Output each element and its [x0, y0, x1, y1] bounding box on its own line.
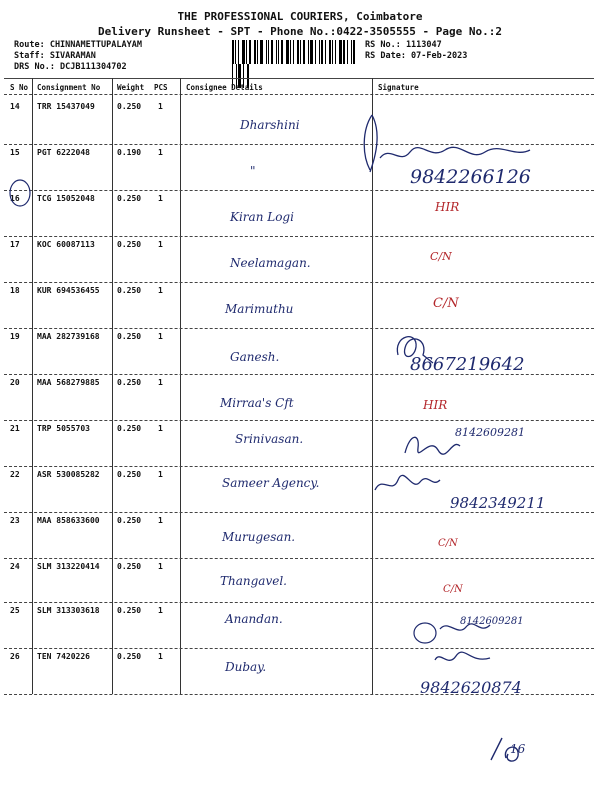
rs-date: RS Date: 07-Feb-2023 [365, 51, 468, 61]
row-divider [4, 420, 594, 421]
barcode-bar [351, 40, 352, 64]
barcode-bar [332, 40, 333, 64]
rs-number: RS No.: 1113047 [365, 40, 442, 50]
row-weight: 0.250 [117, 652, 142, 661]
barcode-bar [339, 40, 342, 64]
row-consignee-handwritten: Srinivasan. [235, 432, 304, 446]
row-weight: 0.250 [117, 102, 142, 111]
barcode-bar [254, 40, 256, 64]
barcode-bar [257, 40, 258, 64]
row-sno: 18 [10, 286, 20, 295]
barcode-bar [308, 40, 309, 64]
barcode-bar [347, 40, 348, 64]
row-pcs: 1 [158, 652, 163, 661]
row-weight: 0.190 [117, 148, 142, 157]
row-sno: 22 [10, 470, 20, 479]
barcode-bar [343, 40, 345, 64]
barcode-bar [238, 40, 239, 64]
row-consignee-handwritten: Dharshini [240, 118, 300, 132]
barcode-bar [335, 40, 336, 64]
row-consignee-handwritten: Ganesh. [230, 350, 280, 364]
row-weight: 0.250 [117, 240, 142, 249]
row-signature-handwritten: C/N [438, 538, 458, 549]
signature-scribble [375, 140, 535, 170]
signature-scribble [400, 428, 470, 463]
barcode-bar [268, 40, 269, 64]
row-divider [4, 512, 594, 513]
route-label: Route: CHINNAMETTUPALAYAM [14, 40, 142, 50]
column-header-consignee: Consignee Details [186, 83, 263, 92]
row-pcs: 1 [158, 470, 163, 479]
row-sno: 19 [10, 332, 20, 341]
row-consignment-no: MAA 568279885 [37, 378, 100, 387]
row-consignee-handwritten: Dubay. [225, 660, 267, 674]
row-sno: 17 [10, 240, 20, 249]
header-divider [4, 94, 594, 95]
barcode-bar [276, 40, 277, 64]
row-divider [4, 558, 594, 559]
row-divider [4, 374, 594, 375]
row-consignment-no: MAA 282739168 [37, 332, 100, 341]
row-weight: 0.250 [117, 424, 142, 433]
column-header-weight: Weight [117, 83, 145, 92]
row-signature-handwritten: 9842349211 [450, 494, 546, 512]
row-consignment-no: TRP 5055703 [37, 424, 90, 433]
row-consignee-handwritten: Marimuthu [225, 302, 294, 316]
row-pcs: 1 [158, 562, 163, 571]
barcode-bar [325, 40, 326, 64]
row-consignee-handwritten: Murugesan. [222, 530, 296, 544]
row-pcs: 1 [158, 378, 163, 387]
row-divider [4, 190, 594, 191]
row-pcs: 1 [158, 194, 163, 203]
column-header-pcs: PCS [154, 83, 168, 92]
document-title: THE PROFESSIONAL COURIERS, Coimbatore [177, 10, 423, 23]
row-divider [4, 466, 594, 467]
row-pcs: 1 [158, 516, 163, 525]
barcode-bar [260, 40, 263, 64]
row-sno: 23 [10, 516, 20, 525]
row-weight: 0.250 [117, 606, 142, 615]
barcode-bar [246, 40, 247, 64]
barcode-bar [242, 40, 245, 64]
signature-scribble [370, 470, 445, 500]
row-pcs: 1 [158, 606, 163, 615]
row-sno: 25 [10, 606, 20, 615]
barcode-bar [353, 40, 355, 64]
barcode-bar [278, 40, 279, 64]
column-header-signature: Signature [378, 83, 419, 92]
row-consignment-no: KUR 694536455 [37, 286, 100, 295]
row-sno: 24 [10, 562, 20, 571]
row-consignee-handwritten: Thangavel. [220, 574, 287, 588]
signature-scribble [388, 325, 438, 370]
row-pcs: 1 [158, 424, 163, 433]
row-consignee-handwritten: Kiran Logi [230, 210, 294, 224]
column-header-sno: S No [10, 83, 29, 92]
row-consignee-handwritten: Sameer Agency. [222, 476, 320, 490]
row-consignment-no: ASR 530085282 [37, 470, 100, 479]
row-signature-handwritten: 8142609281 [455, 426, 525, 439]
row-signature-handwritten: 8142609281 [460, 616, 524, 627]
row-weight: 0.250 [117, 562, 142, 571]
row-consignee-handwritten: " [250, 164, 256, 178]
barcode-icon [232, 40, 357, 64]
row-signature-handwritten: C/N [433, 296, 459, 311]
row-divider [4, 602, 594, 603]
row-sno: 15 [10, 148, 20, 157]
row-consignee-handwritten: Mirraa's Cft [220, 396, 294, 410]
barcode-bar [329, 40, 331, 64]
row-signature-handwritten: HIR [423, 398, 448, 412]
barcode-bar [235, 40, 236, 64]
row-pcs: 1 [158, 286, 163, 295]
row-divider [4, 282, 594, 283]
row-divider [4, 694, 594, 695]
row-weight: 0.250 [117, 286, 142, 295]
row-weight: 0.250 [117, 516, 142, 525]
row-consignment-no: SLM 313303618 [37, 606, 100, 615]
page-mark-text: 16 [510, 742, 526, 756]
row-signature-handwritten: C/N [430, 250, 452, 263]
highlight-circle [8, 178, 34, 208]
row-weight: 0.250 [117, 332, 142, 341]
barcode-bar [300, 40, 301, 64]
drs-number: DRS No.: DCJB111304702 [14, 62, 127, 72]
row-weight: 0.250 [117, 194, 142, 203]
row-consignment-no: PGT 6222048 [37, 148, 90, 157]
barcode-bar [249, 40, 251, 64]
row-signature-handwritten: 8667219642 [410, 354, 525, 375]
row-consignee-handwritten: Anandan. [225, 612, 283, 626]
row-signature-handwritten: C/N [443, 584, 463, 595]
barcode-bar [290, 40, 291, 64]
row-pcs: 1 [158, 240, 163, 249]
row-signature-handwritten: 9842266126 [410, 166, 531, 188]
barcode-bar [303, 40, 305, 64]
row-sno: 26 [10, 652, 20, 661]
row-weight: 0.250 [117, 378, 142, 387]
row-consignment-no: KOC 60087113 [37, 240, 95, 249]
row-signature-handwritten: HIR [435, 200, 460, 214]
barcode-bar [321, 40, 323, 64]
row-divider [4, 328, 594, 329]
signature-scribble [430, 648, 500, 670]
barcode-bar [232, 40, 234, 64]
row-consignment-no: TEN 7420226 [37, 652, 90, 661]
document-subtitle: Delivery Runsheet - SPT - Phone No.:0422-3505555 - Page No.:2 [98, 25, 502, 38]
barcode-bar [315, 40, 316, 64]
barcode-bar [297, 40, 299, 64]
row-consignment-no: MAA 858633600 [37, 516, 100, 525]
barcode-bar [310, 40, 313, 64]
row-consignment-no: TRR 15437049 [37, 102, 95, 111]
row-pcs: 1 [158, 148, 163, 157]
row-sno: 14 [10, 102, 20, 111]
row-consignment-no: TCG 15052048 [37, 194, 95, 203]
barcode-bar [293, 40, 294, 64]
row-divider [4, 236, 594, 237]
barcode-bar [319, 40, 320, 64]
row-pcs: 1 [158, 102, 163, 111]
column-header-consignment: Consignment No [37, 83, 101, 92]
row-sno: 20 [10, 378, 20, 387]
barcode-bar [271, 40, 273, 64]
table-top-border [4, 78, 594, 79]
barcode-bar [266, 40, 267, 64]
row-weight: 0.250 [117, 470, 142, 479]
row-sno: 16 [10, 194, 20, 203]
barcode-bar [286, 40, 289, 64]
row-pcs: 1 [158, 332, 163, 341]
row-signature-handwritten: 9842620874 [420, 678, 522, 697]
staff-label: Staff: SIVARAMAN [14, 51, 96, 61]
row-consignment-no: SLM 313220414 [37, 562, 100, 571]
barcode-bar [281, 40, 283, 64]
row-consignee-handwritten: Neelamagan. [230, 256, 311, 270]
row-sno: 21 [10, 424, 20, 433]
